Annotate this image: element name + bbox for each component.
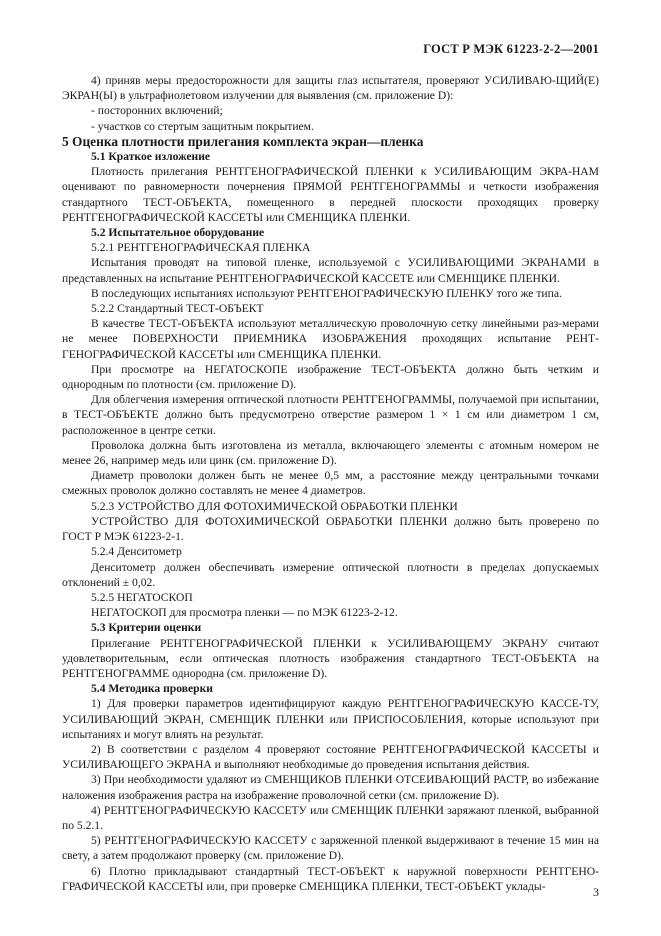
paragraph: 1) Для проверки параметров идентифицируют каждую РЕНТГЕНОГРАФИЧЕСКУЮ КАССЕ-ТУ, УСИЛИВАЮЩИЙ ЭКРАН, СМЕНЩИК ПЛЕНКИ или ПРИСПОСОБЛЕНИЯ, которые используют при испытаниях и могут влиять на результат. [62, 697, 599, 741]
running-header: ГОСТ Р МЭК 61223-2-2—2001 [423, 42, 599, 56]
paragraph: Для облегчения измерения оптической плотности РЕНТГЕНОГРАММЫ, получаемой при испытании, в ТЕСТ-ОБЪЕКТЕ должно быть предусмотрено отверстие размером 1 × 1 см или диаметром 1 см, расположенное в центре сетки. [62, 393, 599, 437]
paragraph: Диаметр проволоки должен быть не менее 0,5 мм, а расстояние между центральными точками смежных проволок должно составлять не менее 4 диаметров. [62, 469, 599, 498]
document-body [62, 73, 599, 894]
paragraph: При просмотре на НЕГАТОСКОПЕ изображение ТЕСТ-ОБЪЕКТА должно быть четким и однородным по плотности (см. приложение D). [62, 362, 599, 392]
paragraph: 4) приняв меры предосторожности для защиты глаз испытателя, проверяют УСИЛИВАЮ-ЩИЙ(Е) ЭКРАН(Ы) в ультрафиолетовом излучении для выявления (см. приложение D): [62, 74, 599, 103]
paragraph: УСТРОЙСТВО ДЛЯ ФОТОХИМИЧЕСКОЙ ОБРАБОТКИ ПЛЕНКИ должно быть проверено по ГОСТ Р МЭК 61223-2-1. [62, 514, 599, 544]
paragraph: 5.2.1 РЕНТГЕНОГРАФИЧЕСКАЯ ПЛЕНКА [91, 241, 311, 255]
paragraph: 5.2.3 УСТРОЙСТВО ДЛЯ ФОТОХИМИЧЕСКОЙ ОБРАБОТКИ ПЛЕНКИ [91, 499, 458, 513]
page-number: 3 [593, 885, 599, 899]
paragraph: - посторонних включений; [91, 104, 223, 118]
section-heading: 5 Оценка плотности прилегания комплекта экран—пленка [62, 133, 424, 149]
paragraph: Плотность прилегания РЕНТГЕНОГРАФИЧЕСКОЙ ПЛЕНКИ к УСИЛИВАЮЩИМ ЭКРА-НАМ оценивают по равномерности почернения ПРЯМОЙ РЕНТГЕНОГРАММЫ и четкости изображения стандартного ТЕСТ-ОБЪЕКТА, помещенного в передней плоскости проходящих проверку РЕНТГЕНОГРАФИЧЕСКОЙ КАССЕТЫ или СМЕНЩИКА ПЛЕНКИ. [62, 165, 599, 224]
paragraph: 5.2.5 НЕГАТОСКОП [91, 590, 193, 604]
subsection-heading: 5.1 Краткое изложение [91, 150, 211, 164]
paragraph: 6) Плотно прикладывают стандартный ТЕСТ-ОБЪЕКТ к наружной поверхности РЕНТГЕНО-ГРАФИЧЕСКОЙ КАССЕТЫ или, при проверке СМЕНЩИКА ПЛЕНКИ, ТЕСТ-ОБЪЕКТ уклады- [62, 864, 599, 893]
paragraph: 4) РЕНТГЕНОГРАФИЧЕСКУЮ КАССЕТУ или СМЕНЩИК ПЛЕНКИ заряжают пленкой, выбранной по 5.2.1. [62, 803, 599, 832]
paragraph: 5) РЕНТГЕНОГРАФИЧЕСКУЮ КАССЕТУ с заряженной пленкой выдерживают в течение 15 мин на свету, а затем продолжают проверку (см. приложение D). [62, 834, 599, 863]
paragraph: 5.2.4 Денситометр [91, 545, 182, 559]
paragraph: 5.2.2 Стандартный ТЕСТ-ОБЪЕКТ [91, 302, 264, 316]
paragraph: Испытания проводят на типовой пленке, используемой с УСИЛИВАЮЩИМИ ЭКРАНАМИ в представленных на испытание РЕНТГЕНОГРАФИЧЕСКОЙ КАССЕТЕ или СМЕНЩИКЕ ПЛЕНКИ. [62, 256, 599, 285]
paragraph: В последующих испытаниях используют РЕНТГЕНОГРАФИЧЕСКУЮ ПЛЕНКУ того же типа. [91, 286, 562, 300]
paragraph: 2) В соответствии с разделом 4 проверяют состояние РЕНТГЕНОГРАФИЧЕСКОЙ КАССЕТЫ и УСИЛИВАЮЩЕГО ЭКРАНА и выполняют необходимые до проведения испытания действия. [62, 742, 599, 772]
paragraph: Проволока должна быть изготовлена из металла, включающего элементы с атомным номером не менее 26, например медь или цинк (см. приложение D). [62, 438, 599, 468]
paragraph: НЕГАТОСКОП для просмотра пленки — по МЭК 61223-2-12. [91, 606, 398, 620]
paragraph: Денситометр должен обеспечивать измерение оптической плотности в пределах допускаемых отклонений ± 0,02. [62, 560, 599, 589]
subsection-heading: 5.2 Испытательное оборудование [91, 226, 265, 240]
paragraph: - участков со стертым защитным покрытием. [91, 119, 314, 133]
paragraph: В качестве ТЕСТ-ОБЪЕКТА используют металлическую проволочную сетку линейными раз-мерами не менее ПОВЕРХНОСТИ ПРИЕМНИКА ИЗОБРАЖЕНИЯ проходящих испытание РЕНТ-ГЕНОГРАФИЧЕСКОЙ КАССЕТЫ или СМЕНЩИКА ПЛЕНКИ. [62, 317, 599, 361]
subsection-heading: 5.4 Методика проверки [91, 682, 213, 696]
paragraph: 3) При необходимости удаляют из СМЕНЩИКОВ ПЛЕНКИ ОТСЕИВАЮЩИЙ РАСТР, во избежание наложения изображения растра на изображение проволочной сетки (см. приложение D). [62, 773, 599, 802]
paragraph: Прилегание РЕНТГЕНОГРАФИЧЕСКОЙ ПЛЕНКИ к УСИЛИВАЮЩЕМУ ЭКРАНУ считают удовлетворительным, если оптическая плотность изображения стандартного ТЕСТ-ОБЪЕКТА на РЕНТГЕНОГРАММЕ однородна (см. приложение D). [62, 636, 599, 680]
subsection-heading: 5.3 Критерии оценки [91, 621, 202, 635]
